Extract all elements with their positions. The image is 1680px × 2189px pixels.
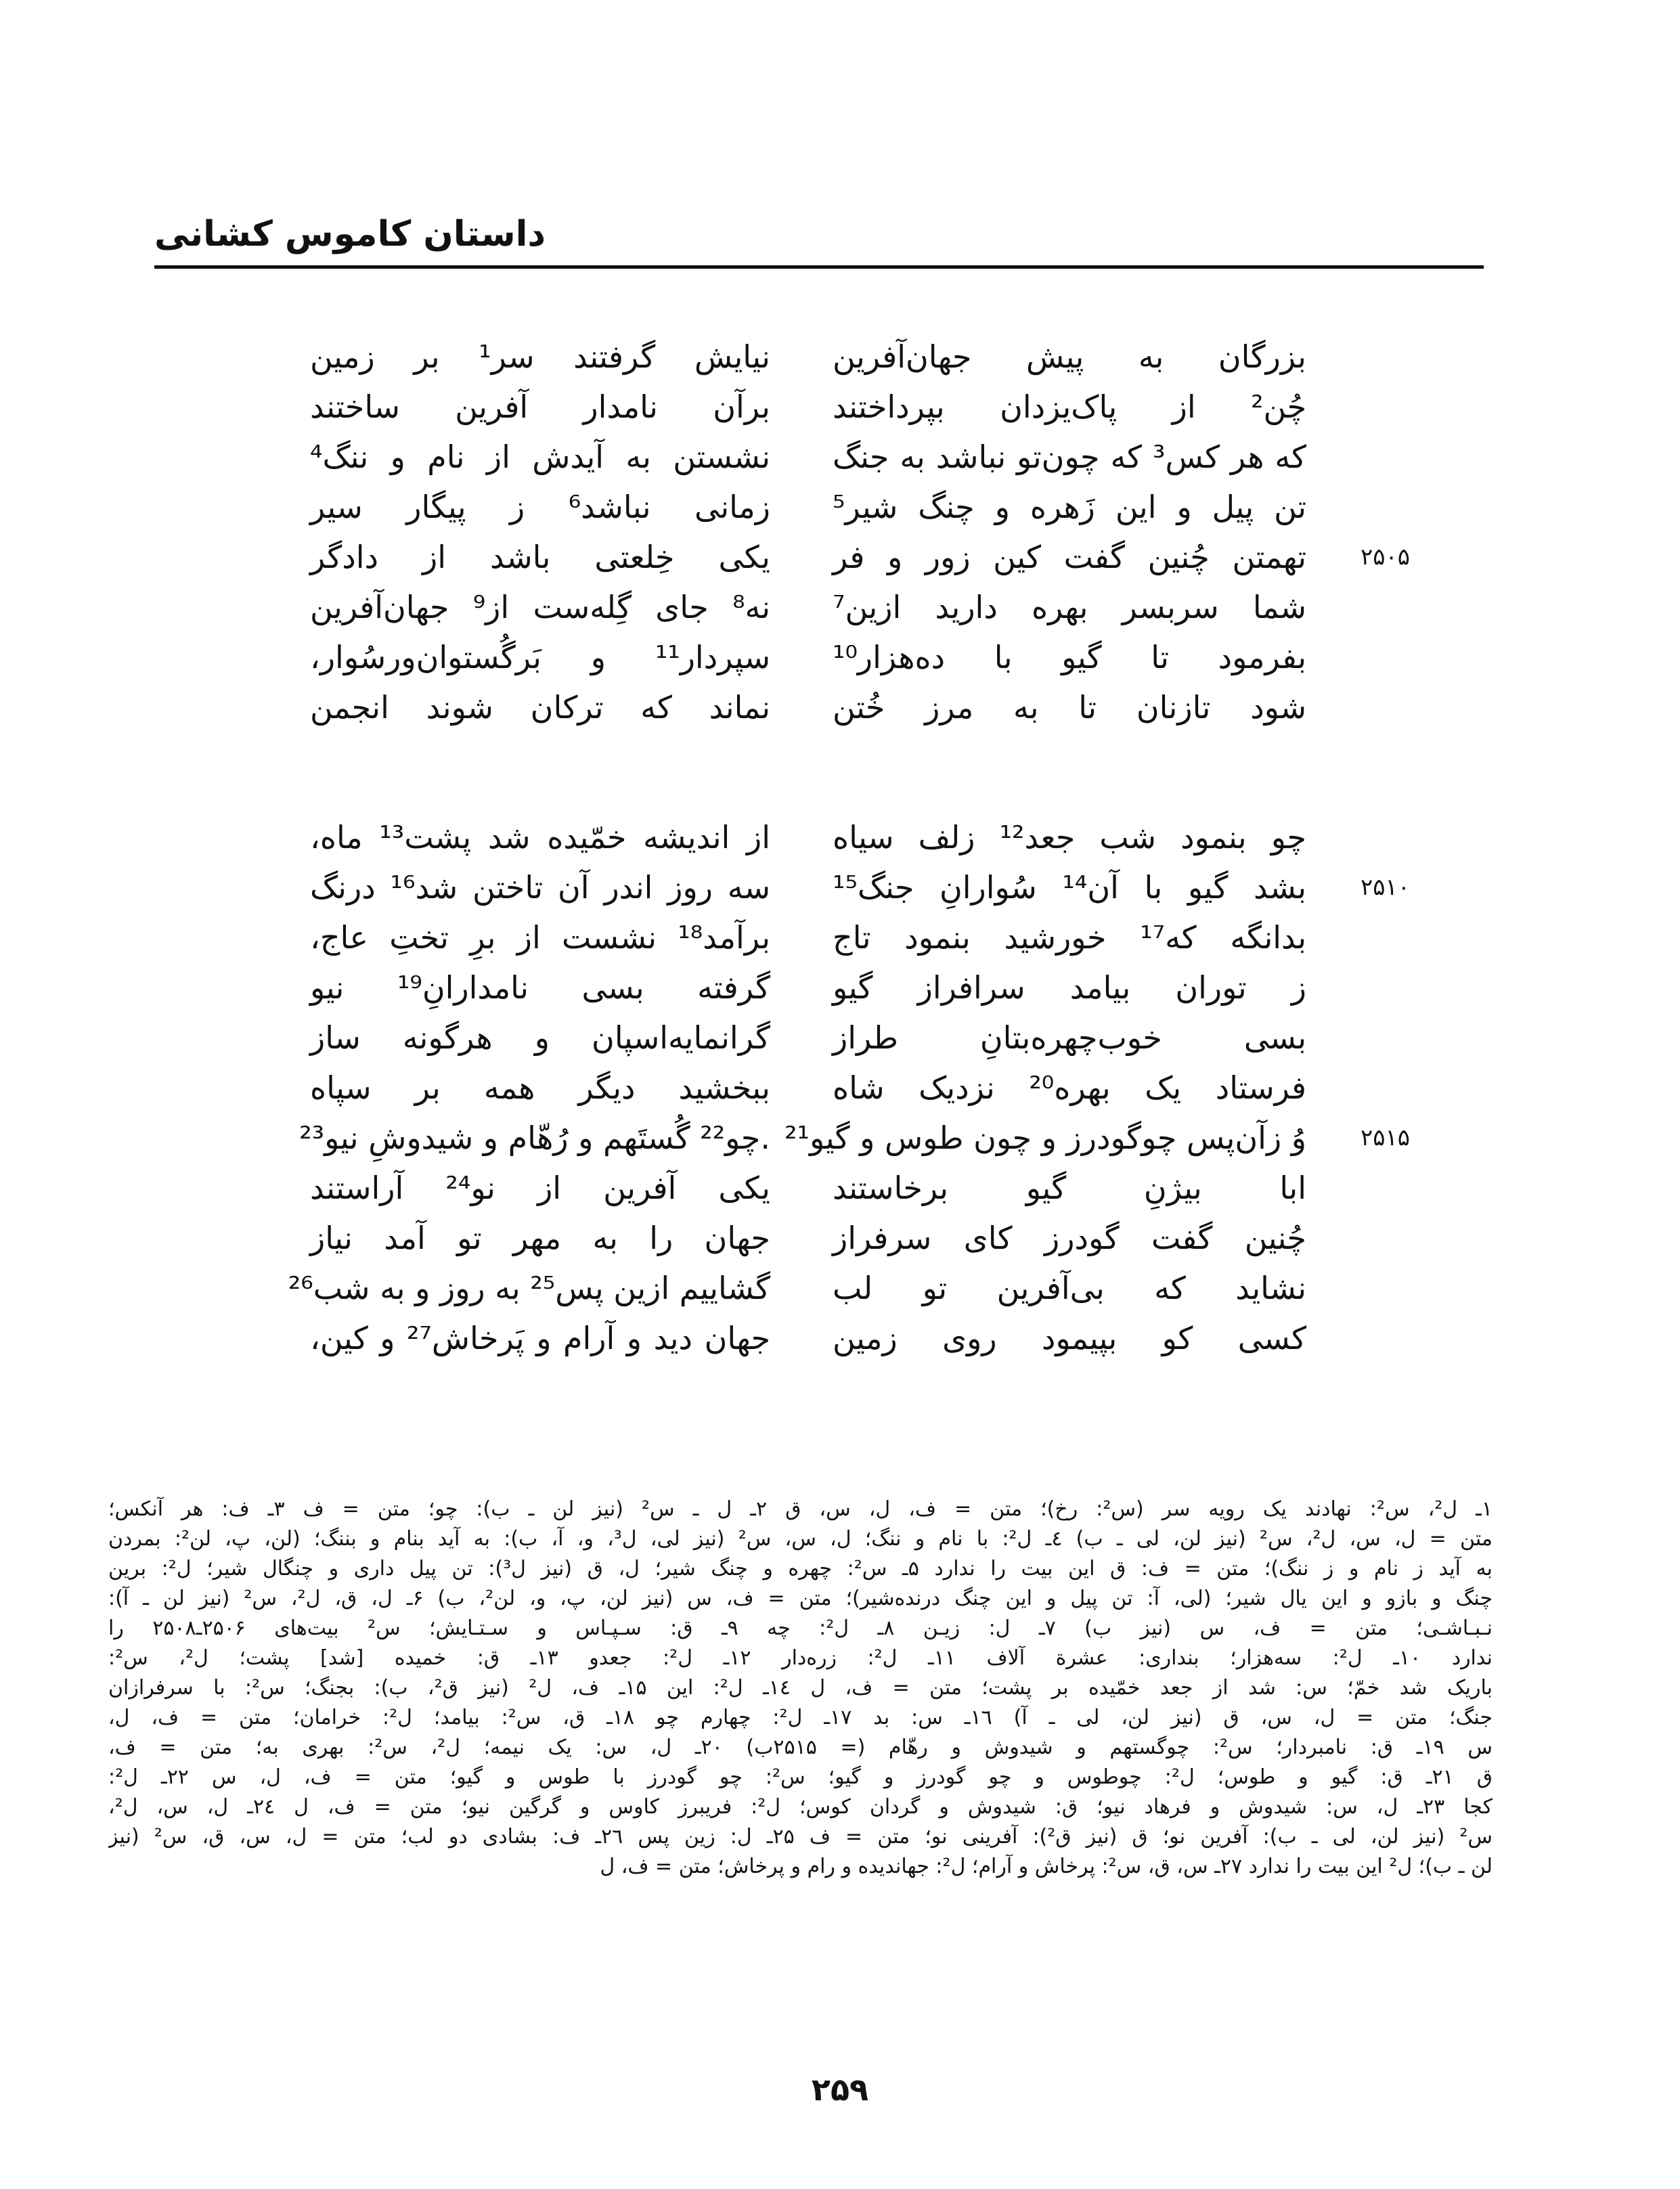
footnote-line: نـبـاشـی؛ متن = ف، س (نیز ب) ۷ـ ل: زیـن ۸ـ ل²: چه ۹ـ ق: سـپـاس و سـتـایش؛ س² بیت‌های ۲۵۰۶ـ۲۵۰۸ را (108, 1616, 1493, 1640)
header-rule (154, 265, 1484, 269)
verse-number: ۲۵۰۵ (1361, 544, 1411, 571)
verse-number (1361, 382, 1435, 432)
footnotes (108, 1495, 1493, 1882)
couplet (0, 532, 1680, 582)
footnote-line: س² (نیز لن، لی ـ ب): آفرین نو؛ ق (نیز ق²): آفرینی نو؛ متن = ف ۲۵ـ ل: زین پس ۲٦ـ ف: بشادی دو لب؛ متن = ل، س، ق، س² (نیز (108, 1825, 1493, 1849)
verse-number (1361, 963, 1435, 1013)
verse-number (1361, 1263, 1435, 1313)
couplet (0, 862, 1680, 912)
hemistich-first: بفرمود تا گیو با ده‌هزار¹⁰ (833, 639, 1306, 676)
couplet (0, 482, 1680, 532)
couplet (0, 1013, 1680, 1063)
couplet (0, 963, 1680, 1013)
couplet (0, 912, 1680, 963)
hemistich-second: نشستن به آیدش از نام و ننگ⁴ (310, 439, 770, 475)
verse-number (1361, 582, 1435, 632)
running-title: داستان کاموس کشانی (154, 214, 546, 255)
footnote-line: لن ـ ب)؛ ل² این بیت را ندارد ۲۷ـ س، ق، س²: پرخاش و آرام؛ ل²: جهاندیده و رام و پرخاش؛ متن = ف، ل (600, 1855, 1493, 1878)
hemistich-first: شما سربسر بهره دارید ازین⁷ (833, 589, 1306, 625)
couplet (0, 382, 1680, 432)
verse-number (1361, 1013, 1435, 1063)
hemistich-first: چُنین گفت گودرز کای سرفراز (833, 1220, 1306, 1256)
verse-number (1361, 482, 1435, 532)
footnote-line: ق ۲۱ـ ق: گیو و طوس؛ ل²: چوطوس و چو گودرز و گیو؛ س²: چو گودرز با طوس و گیو؛ متن = ف، ل، س ۲۲ـ ل²: (108, 1765, 1493, 1789)
hemistich-first: بزرگان به پیش جهان‌آفرین (833, 338, 1306, 375)
verse-number (1361, 1313, 1435, 1363)
hemistich-first (833, 1413, 1306, 1463)
verse-number (1361, 912, 1435, 963)
hemistich-first: که هر کس³ که چون‌تو نباشد به جنگ (833, 439, 1306, 475)
couplet (0, 1363, 1680, 1413)
footnote-line: به آید ز نام و ز ننگ)؛ متن = ف: ق این بیت را ندارد ۵ـ س²: چهره و چنگ شیر؛ ل، ق (نیز ل³): تن پیل داری و چنگال شیر؛ ل²: برین (108, 1557, 1493, 1580)
hemistich-first: ابا بیژنِ گیو برخاستند (833, 1170, 1306, 1206)
running-head (154, 203, 1484, 271)
hemistich-second: از اندیشه خمّیده شد پشت¹³ ماه، (310, 819, 770, 856)
footnote-line: س ۱۹ـ ق: نامبردار؛ س²: چوگستهم و شیدوش و رهّام (= ۲۵۱۵ب) ۲۰ـ ل، س: یک نیمه؛ ل²، س²: بهری به؛ متن = ف، (108, 1735, 1493, 1759)
hemistich-first: تن پیل و این زَهره و چنگ شیر⁵ (833, 489, 1306, 525)
verse-number (1361, 632, 1435, 682)
couplet (0, 1163, 1680, 1213)
hemistich-second: گشاییم ازین پس²⁵ به روز و به شب²⁶ (288, 1270, 770, 1306)
verse-number (1361, 1213, 1435, 1263)
couplet (0, 1413, 1680, 1463)
hemistich-first: ز توران بیامد سرافراز گیو (833, 969, 1306, 1006)
verse-number (1361, 682, 1435, 732)
footnote-line: جنگ؛ متن = ل، س، ق (نیز لن، لی ـ آ) ۱٦ـ س: بد ۱۷ـ ل²: چهارم چو ۱۸ـ ق، س²: بیامد؛ ل²: خرامان؛ متن = ف، ل، (108, 1706, 1493, 1729)
hemistich-second: یکی خِلعتی باشد از دادگر (310, 539, 770, 575)
hemistich-second: گرفته بسی نامدارانِ¹⁹ نیو (310, 969, 770, 1006)
hemistich-second: سپردار¹¹ و بَرگُستوان‌ورسُوار، (310, 639, 770, 676)
couplet (0, 432, 1680, 482)
couplet (0, 1213, 1680, 1263)
verse-number (1361, 1363, 1435, 1413)
couplet (0, 332, 1680, 382)
hemistich-second: نیایش گرفتند سر¹ بر زمین (310, 338, 770, 375)
hemistich-second: سه روز اندر آن تاختن شد¹⁶ درنگ (310, 869, 770, 906)
page-number: ۲۵۹ (811, 2071, 869, 2108)
hemistich-first: فرستاد یک بهره²⁰ نزدیک شاه (833, 1069, 1306, 1106)
hemistich-first: چو بنمود شب جعد¹² زلف سیاه (833, 819, 1306, 856)
hemistich-first: شود تازنان تا به مرز خُتن (833, 689, 1306, 726)
hemistich-second: .چو²² گُستَهم و رُهّام و شیدوشِ نیو²³ (299, 1120, 770, 1156)
hemistich-second (310, 1413, 770, 1463)
hemistich-second: نه⁸ جای گِله‌ست از⁹ جهان‌آفرین (310, 589, 770, 625)
hemistich-second: برآمد¹⁸ نشست از برِ تختِ عاج، (310, 919, 770, 956)
verse-number (1361, 1413, 1435, 1463)
hemistich-first: وُ زآن‌پس چوگودرز و چون طوس و گیو²¹ (784, 1120, 1306, 1156)
couplet (0, 1313, 1680, 1363)
verse-number (1361, 812, 1435, 862)
verse-number (1361, 1063, 1435, 1113)
verse-number: ۲۵۱۰ (1361, 874, 1411, 901)
hemistich-second: نماند که ترکان شوند انجمن (310, 689, 770, 726)
hemistich-first: بسی خوب‌چهره‌بتانِ طراز (833, 1019, 1306, 1056)
hemistich-second (310, 1363, 770, 1413)
hemistich-first: بشد گیو با آن¹⁴ سُوارانِ جنگ¹⁵ (833, 869, 1306, 906)
footnote-line: ندارد ۱۰ـ ل²: سه‌هزار؛ بنداری: عشرة آلاف ۱۱ـ ل²: زره‌دار ۱۲ـ ل²: جعدو ۱۳ـ ق: خمیده [شد] پشت؛ ل²، س²: (108, 1646, 1493, 1670)
hemistich-second: یکی آفرین از نو²⁴ آراستند (310, 1170, 770, 1206)
hemistich-first: تهمتن چُنین گفت کین زور و فر (833, 539, 1306, 575)
hemistich-first: کسی کو بپیمود روی زمین (833, 1320, 1306, 1356)
hemistich-second: گرانمایه‌اسپان و هرگونه ساز (310, 1019, 770, 1056)
hemistich-first (833, 1363, 1306, 1413)
footnote-line: متن = ل، س، ل²، س² (نیز لن، لی ـ ب) ٤ـ ل²: با نام و ننگ؛ ل، س، س² (نیز لی، ل³، و، آ، ب): به آید بنام و بننگ؛ (لن، پ، لن²: بمردن (108, 1527, 1493, 1551)
footnote-line: باریک شد خمّ؛ س: شد از جعد خمّیده بر پشت؛ متن = ف، ل ۱٤ـ ل²: این ۱۵ـ ف، ل² (نیز ق²، ب): بجنگ؛ س²: با سرفرازان (108, 1676, 1493, 1700)
verse-number: ۲۵۱۵ (1361, 1124, 1411, 1151)
footnote-line: چنگ و بازو و این یال شیر؛ (لی، آ: تن پیل و این چنگ درنده‌شیر)؛ متن = ف، س (نیز لن، پ، و، لن²، ب) ۶ـ ل، ق، ل²، س² (نیز لن ـ آ): (108, 1587, 1493, 1610)
couplet (0, 1113, 1680, 1163)
hemistich-second: ببخشید دیگر همه بر سپاه (310, 1069, 770, 1106)
couplet (0, 582, 1680, 632)
verse-number (1361, 332, 1435, 382)
hemistich-first: بدانگه که¹⁷ خورشید بنمود تاج (833, 919, 1306, 956)
couplet (0, 812, 1680, 862)
couplet (0, 632, 1680, 682)
couplet (0, 1263, 1680, 1313)
hemistich-second: زمانی نباشد⁶ ز پیگار سیر (310, 489, 770, 525)
hemistich-second: برآن نامدار آفرین ساختند (310, 389, 770, 425)
footnote-line: ۱ـ ل²، س²: نهادند یک رویه سر (س²: رخ)؛ متن = ف، ل، س، ق ۲ـ ل ـ س² (نیز لن ـ ب): چو؛ متن = ف ۳ـ ف: هر آنکس؛ (108, 1497, 1493, 1521)
couplet (0, 682, 1680, 732)
verse-number (1361, 432, 1435, 482)
hemistich-second: جهان دید و آرام و پَرخاش²⁷ و کین، (310, 1320, 770, 1356)
couplet (0, 1063, 1680, 1113)
footnote-line: کجا ۲۳ـ ل، س: شیدوش و فرهاد نیو؛ ق: شیدوش و گردان کوس؛ ل²: فریبرز کاوس و گرگین نیو؛ متن = ف، ل ۲٤ـ ل، س، ل²، (108, 1795, 1493, 1819)
verse-number (1361, 1163, 1435, 1213)
hemistich-first: چُن² از پاک‌یزدان بپرداختند (833, 389, 1306, 425)
hemistich-second: جهان را به مهر تو آمد نیاز (310, 1220, 770, 1256)
hemistich-first: نشاید که بی‌آفرین تو لب (833, 1270, 1306, 1306)
